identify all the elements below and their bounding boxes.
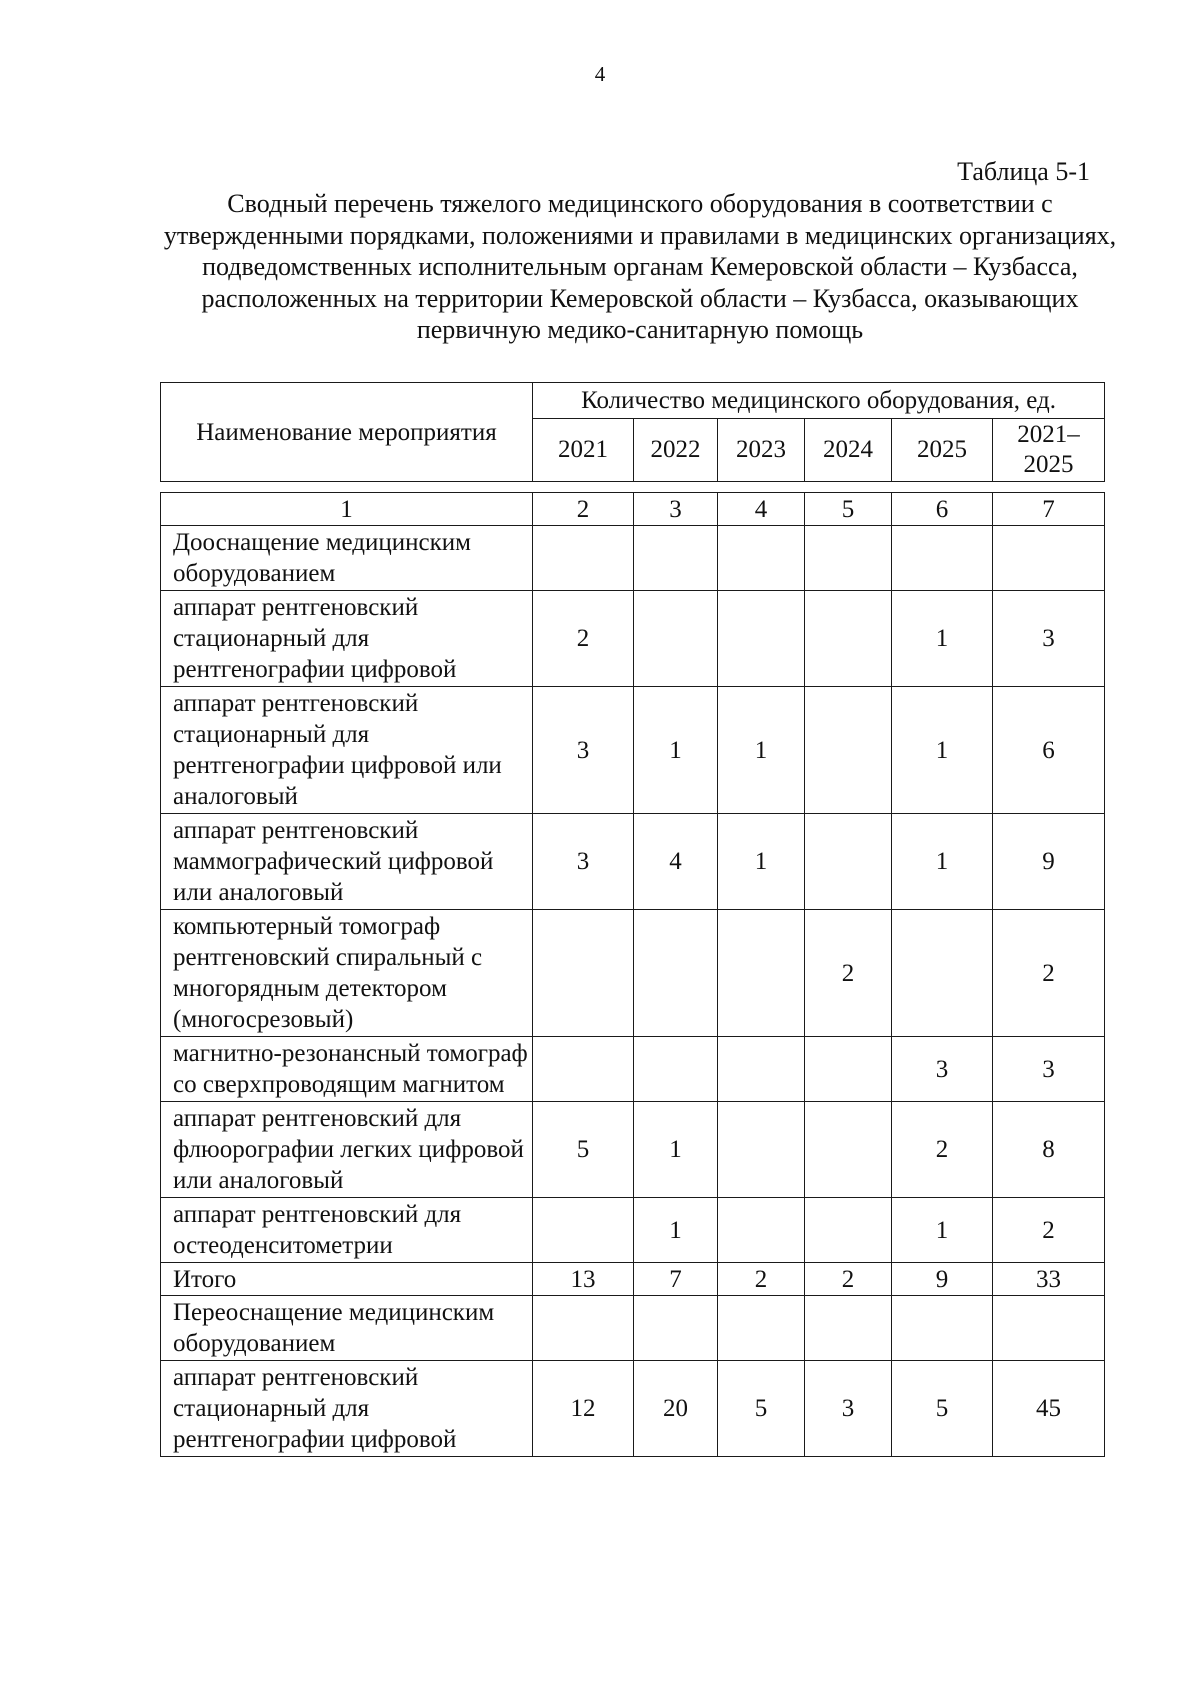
value-cell	[634, 591, 718, 687]
value-cell: 2	[805, 910, 892, 1037]
value-cell: 2	[718, 1263, 805, 1296]
value-cell	[718, 910, 805, 1037]
column-number: 3	[634, 493, 718, 526]
table-caption: Сводный перечень тяжелого медицинского оборудования в соответствии с утвержденными порядками, положениями и правилами в медицинских организациях, подведомственных исполнительным органам Кемеровской области – Кузбасса, расположенных на территории Кемеровской области – Кузбасса, оказывающих первичную медико-санитарную помощь	[163, 189, 1117, 344]
row-name: аппарат рентгеновский стационарный для рентгенографии цифровой	[161, 1361, 533, 1457]
value-cell	[892, 526, 993, 591]
value-cell: 5	[892, 1361, 993, 1457]
row-name: магнитно-резонансный томограф со сверхпроводящим магнитом	[161, 1037, 533, 1102]
value-cell: 4	[634, 814, 718, 910]
value-cell	[718, 591, 805, 687]
value-cell: 12	[533, 1361, 634, 1457]
value-cell	[718, 1037, 805, 1102]
value-cell	[533, 1037, 634, 1102]
section-row	[161, 1296, 1105, 1361]
value-cell	[533, 910, 634, 1037]
value-cell: 1	[634, 1102, 718, 1198]
value-cell	[805, 1102, 892, 1198]
value-cell: 9	[892, 1263, 993, 1296]
value-cell: 5	[533, 1102, 634, 1198]
value-cell: 3	[993, 591, 1105, 687]
value-cell	[805, 814, 892, 910]
header-year-2022: 2022	[634, 419, 718, 482]
row-name: Переоснащение медицинским оборудованием	[161, 1296, 533, 1361]
value-cell: 2	[533, 591, 634, 687]
value-cell: 1	[892, 1198, 993, 1263]
value-cell	[533, 1296, 634, 1361]
total-row	[161, 1263, 1105, 1296]
value-cell: 1	[892, 814, 993, 910]
value-cell	[892, 910, 993, 1037]
row-name: аппарат рентгеновский стационарный для рентгенографии цифровой или аналоговый	[161, 687, 533, 814]
value-cell	[805, 1198, 892, 1263]
header-year-2024: 2024	[805, 419, 892, 482]
section-row	[161, 526, 1105, 591]
value-cell: 45	[993, 1361, 1105, 1457]
value-cell	[718, 1198, 805, 1263]
value-cell: 3	[805, 1361, 892, 1457]
value-cell	[634, 1037, 718, 1102]
column-number: 2	[533, 493, 634, 526]
row-name: Дооснащение медицинским оборудованием	[161, 526, 533, 591]
column-number: 4	[718, 493, 805, 526]
table-row	[161, 687, 1105, 814]
row-name: аппарат рентгеновский маммографический цифровой или аналоговый	[161, 814, 533, 910]
column-number: 5	[805, 493, 892, 526]
value-cell: 7	[634, 1263, 718, 1296]
value-cell	[718, 1102, 805, 1198]
table-row	[161, 591, 1105, 687]
value-cell: 20	[634, 1361, 718, 1457]
value-cell: 2	[993, 910, 1105, 1037]
header-year-2023: 2023	[718, 419, 805, 482]
value-cell	[533, 526, 634, 591]
row-name: аппарат рентгеновский для остеоденситометрии	[161, 1198, 533, 1263]
value-cell: 5	[718, 1361, 805, 1457]
value-cell: 1	[892, 687, 993, 814]
table-row	[161, 1361, 1105, 1457]
header-year-total: 2021–2025	[993, 419, 1105, 482]
value-cell: 8	[993, 1102, 1105, 1198]
value-cell	[805, 591, 892, 687]
value-cell: 1	[634, 1198, 718, 1263]
header-year-2021: 2021	[533, 419, 634, 482]
value-cell	[993, 1296, 1105, 1361]
value-cell: 3	[892, 1037, 993, 1102]
page-number: 4	[594, 62, 606, 86]
value-cell	[805, 1037, 892, 1102]
table-row	[161, 814, 1105, 910]
header-group-title: Количество медицинского оборудования, ед.	[533, 383, 1105, 419]
header-name-column: Наименование мероприятия	[161, 383, 533, 482]
table-row	[161, 1198, 1105, 1263]
column-number: 7	[993, 493, 1105, 526]
value-cell: 3	[533, 687, 634, 814]
value-cell: 1	[892, 591, 993, 687]
header-year-2025: 2025	[892, 419, 993, 482]
table-row	[161, 1037, 1105, 1102]
value-cell	[634, 1296, 718, 1361]
table-body	[160, 492, 1105, 1457]
value-cell: 1	[718, 814, 805, 910]
row-name: аппарат рентгеновский стационарный для рентгенографии цифровой	[161, 591, 533, 687]
value-cell: 2	[805, 1263, 892, 1296]
value-cell	[634, 526, 718, 591]
table-label: Таблица 5-1	[957, 157, 1090, 186]
value-cell: 6	[993, 687, 1105, 814]
column-number: 6	[892, 493, 993, 526]
table-header	[160, 382, 1105, 482]
value-cell: 9	[993, 814, 1105, 910]
value-cell: 1	[718, 687, 805, 814]
total-label: Итого	[161, 1263, 533, 1296]
value-cell: 13	[533, 1263, 634, 1296]
value-cell: 3	[533, 814, 634, 910]
value-cell: 1	[634, 687, 718, 814]
value-cell: 2	[892, 1102, 993, 1198]
value-cell	[805, 687, 892, 814]
value-cell: 33	[993, 1263, 1105, 1296]
value-cell: 3	[993, 1037, 1105, 1102]
table-row	[161, 910, 1105, 1037]
value-cell	[718, 526, 805, 591]
value-cell: 2	[993, 1198, 1105, 1263]
row-name: компьютерный томограф рентгеновский спиральный с многорядным детектором (многосрезовый)	[161, 910, 533, 1037]
column-number-row	[161, 493, 1105, 526]
row-name: аппарат рентгеновский для флюорографии легких цифровой или аналоговый	[161, 1102, 533, 1198]
table-row	[161, 1102, 1105, 1198]
value-cell	[892, 1296, 993, 1361]
value-cell	[533, 1198, 634, 1263]
value-cell	[993, 526, 1105, 591]
column-number: 1	[161, 493, 533, 526]
value-cell	[634, 910, 718, 1037]
value-cell	[718, 1296, 805, 1361]
value-cell	[805, 526, 892, 591]
value-cell	[805, 1296, 892, 1361]
